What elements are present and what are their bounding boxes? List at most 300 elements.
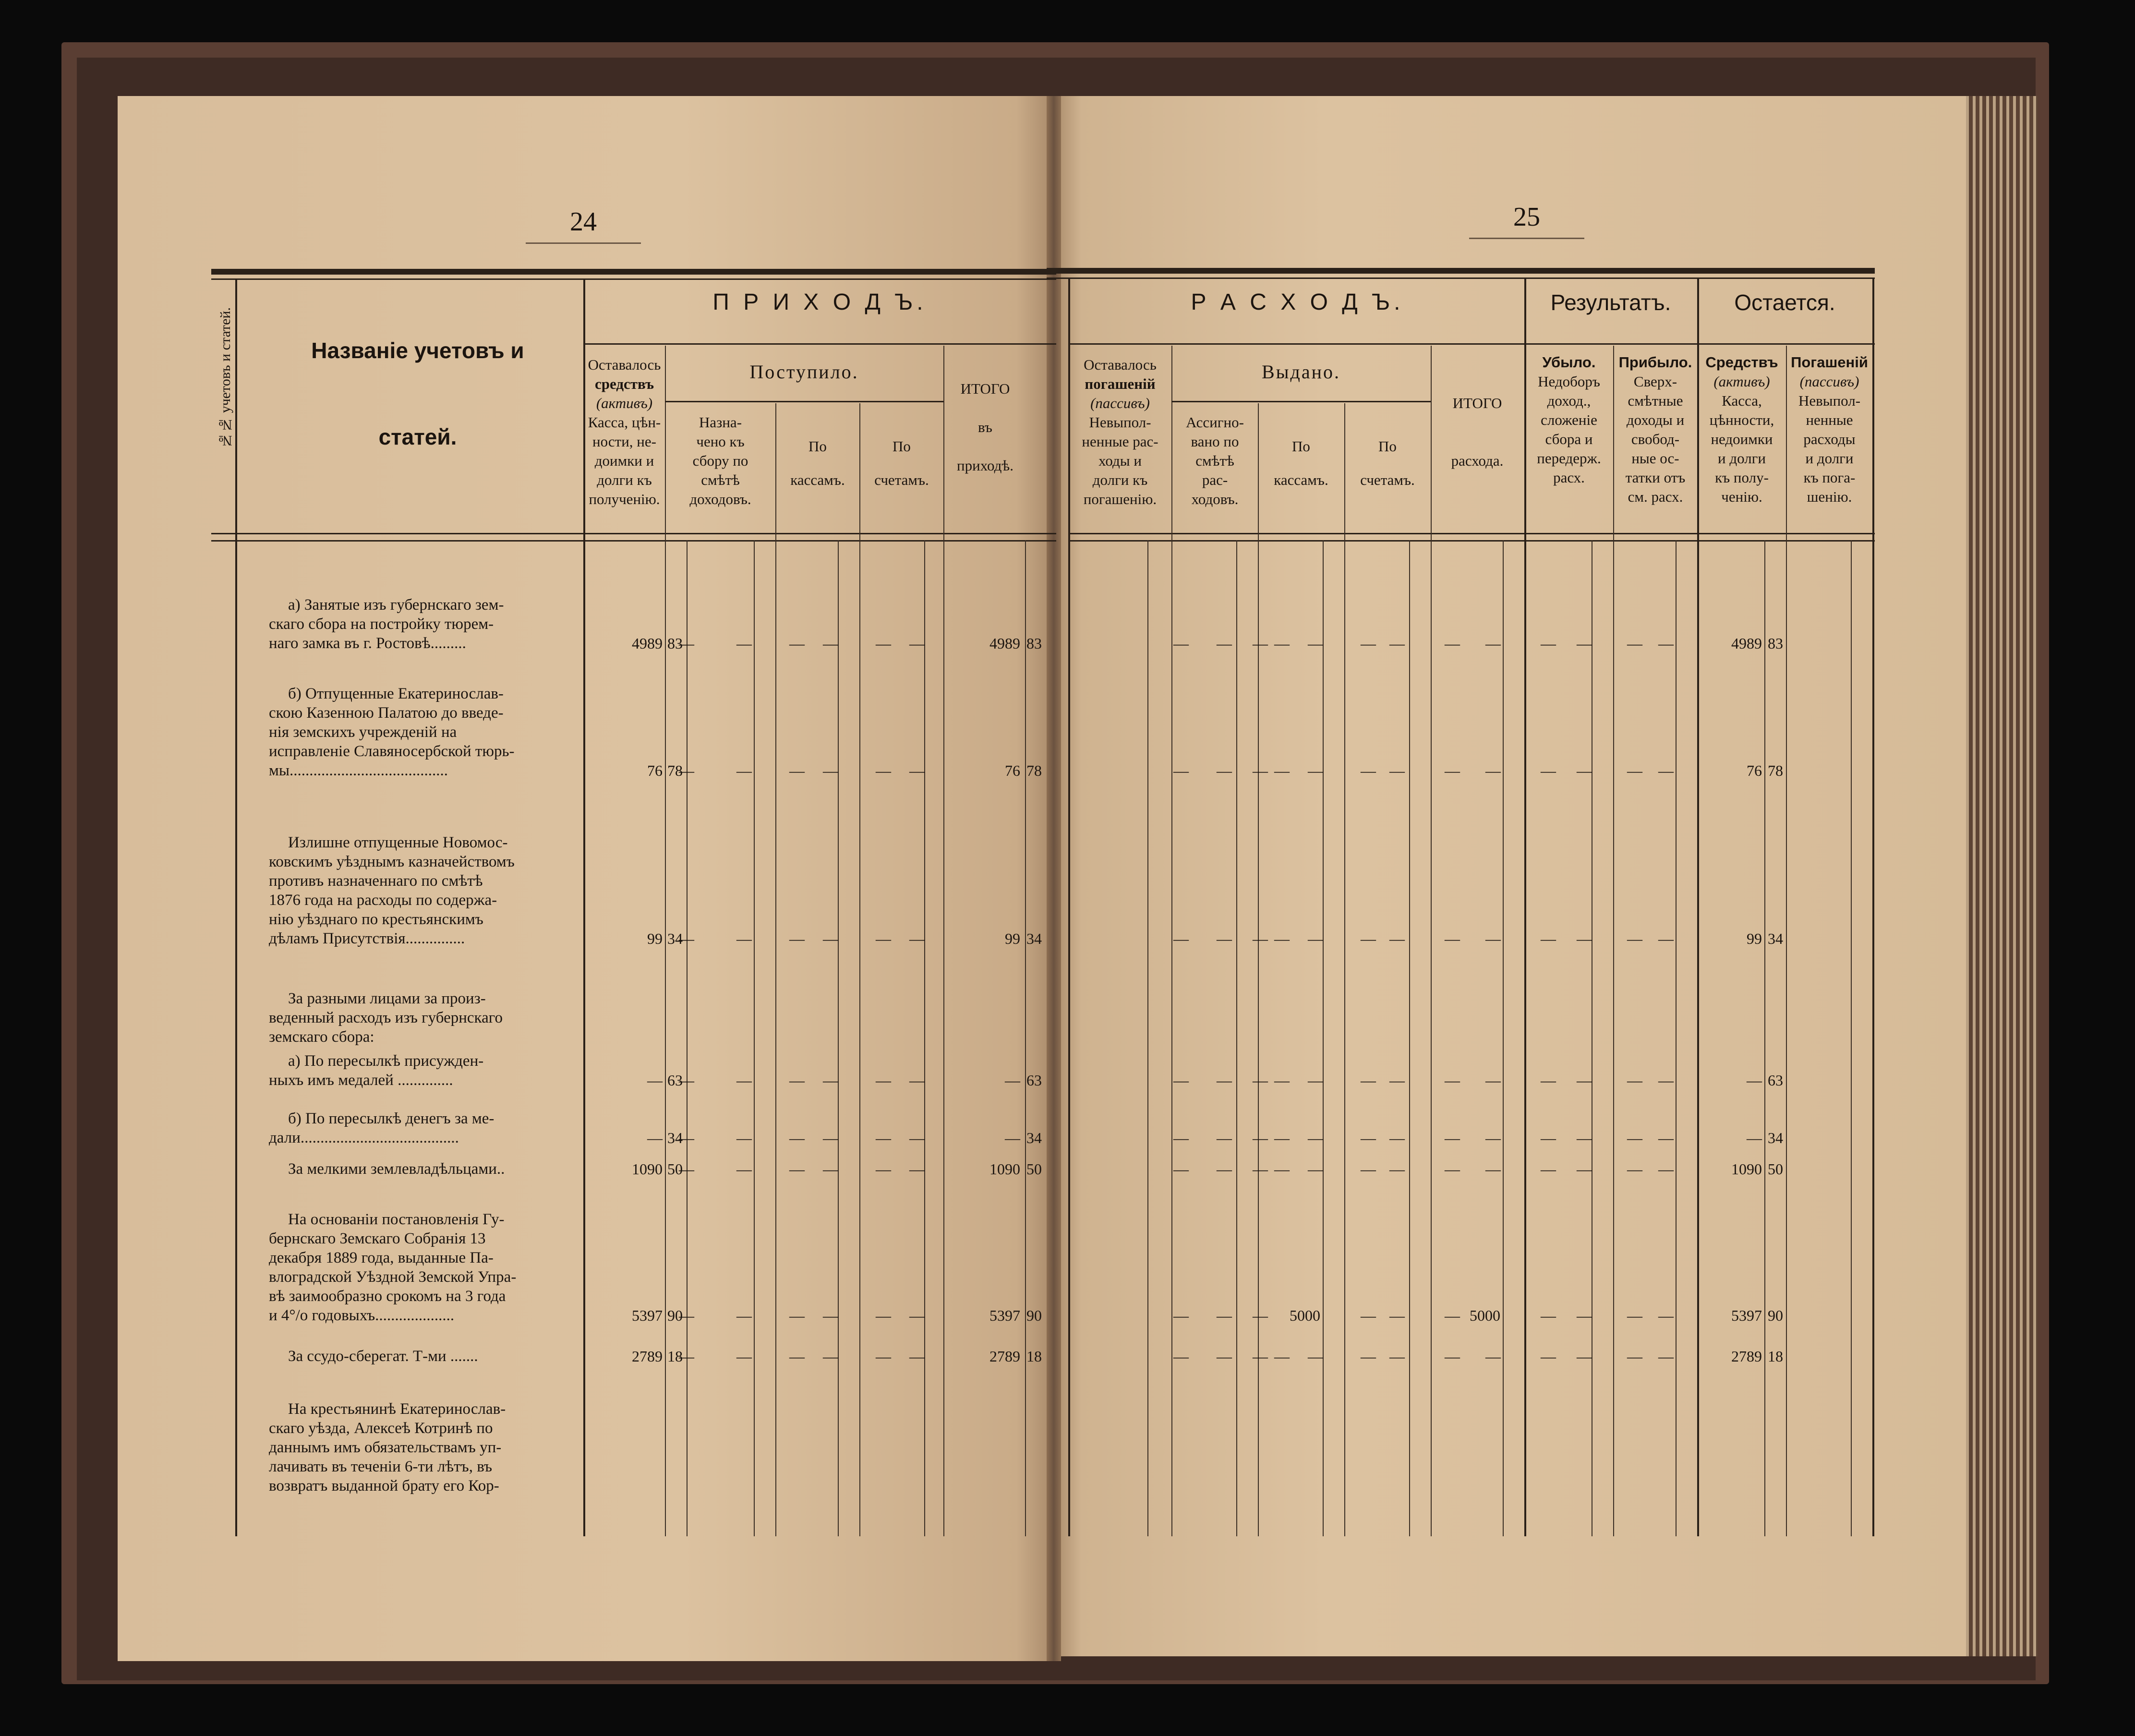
cell-dash: — [1253, 1072, 1268, 1089]
row-description-line: нія земскихъ учрежденій на [269, 723, 457, 741]
cell-dash: — [1541, 1160, 1556, 1178]
cell-dash: — [823, 1160, 838, 1178]
cell-itogo-cents: 83 [1026, 635, 1042, 652]
column-header-ostavalos-pogasheniy: Оставалось погашеній (пассивъ) Невыпол- ненные рас- ходы и долги къ погашенію. [1082, 356, 1158, 507]
cell-dash: — [789, 1348, 805, 1365]
cell-dash: — [1361, 930, 1376, 947]
row-description-line: влоградской Уѣздной Земской Упра- [269, 1268, 517, 1286]
row-description-line: нію уѣзднаго по крестьянскимъ [269, 911, 483, 928]
cell-sredstv-cents: 78 [1768, 762, 1783, 779]
cell-prikhod: 5397 [632, 1307, 663, 1324]
cell-dash: — [1217, 1072, 1232, 1089]
section-title-raskhod: Р А С Х О Д Ъ. [1191, 289, 1404, 315]
cell-dash: — [1445, 1160, 1460, 1178]
cell-dash: — [736, 930, 752, 947]
cell-dash: — [1627, 930, 1642, 947]
cell-dash: — [736, 635, 752, 652]
cell-itogo: 5397 [989, 1307, 1020, 1324]
cell-itogo-cents: 90 [1026, 1307, 1042, 1324]
cell-dash: — [736, 1307, 752, 1324]
cell-itogo: — [1005, 1129, 1020, 1146]
cell-dash: — [1577, 930, 1592, 947]
cell-dash: — [789, 1072, 805, 1089]
cell-prikhod-cents: 18 [667, 1348, 683, 1365]
row-description [269, 1210, 581, 1325]
cell-sredstv: — [1747, 1129, 1762, 1146]
cell-dash: — [1389, 1348, 1405, 1365]
cell-dash: — [679, 1072, 694, 1089]
row-description-line: лачивать въ теченіи 6-ти лѣтъ, въ [269, 1458, 493, 1475]
header-bottom-rule [211, 540, 1056, 542]
header-bottom-rule [1068, 533, 1875, 534]
cell-dash: — [736, 1129, 752, 1146]
cell-prikhod-cents: 50 [667, 1160, 683, 1178]
column-line [1147, 540, 1148, 1536]
cell-dash: — [679, 635, 694, 652]
cell-dash: — [1274, 635, 1290, 652]
column-line [1236, 540, 1237, 1536]
column-header-pribylo: Прибыло. Сверх- смѣтные доходы и свобод- ные ос- татки отъ см. расх. [1618, 354, 1692, 505]
column-line [665, 346, 666, 1536]
cell-itogo-cents: 50 [1026, 1160, 1042, 1178]
cell-dash: — [823, 635, 838, 652]
cell-dash: — [789, 1129, 805, 1146]
cell-dash: — [1485, 1348, 1501, 1365]
cell-prikhod-cents: 90 [667, 1307, 683, 1324]
row-description-line: исправленіе Славяносербской тюрь- [269, 743, 515, 760]
cell-dash: — [1253, 1307, 1268, 1324]
cell-vydano-kassam: 5000 [1290, 1307, 1320, 1324]
column-line [1851, 540, 1852, 1536]
column-line [924, 540, 925, 1536]
cell-dash: — [1274, 1160, 1290, 1178]
cell-dash: — [876, 1160, 891, 1178]
cell-dash: — [1658, 1307, 1674, 1324]
cell-dash: — [1577, 1129, 1592, 1146]
section-title-result: Результатъ. [1550, 290, 1671, 315]
column-line [235, 278, 237, 1536]
cell-dash: — [1308, 635, 1323, 652]
cell-dash: — [1577, 1348, 1592, 1365]
cell-prikhod: — [647, 1072, 663, 1089]
column-line [1025, 540, 1026, 1536]
cell-dash: — [1361, 762, 1376, 779]
column-line [1872, 278, 1874, 1536]
cell-dash: — [1253, 635, 1268, 652]
cell-dash: — [1217, 1160, 1232, 1178]
row-description-line: За мелкими землевладѣльцами.. [288, 1160, 505, 1178]
cell-dash: — [1274, 1072, 1290, 1089]
cell-prikhod: 1090 [632, 1160, 663, 1178]
cell-dash: — [1274, 762, 1290, 779]
cell-dash: — [876, 1307, 891, 1324]
column-header-po-kassam: По кассамъ. [1274, 438, 1328, 488]
cell-dash: — [736, 1072, 752, 1089]
cell-dash: — [823, 1307, 838, 1324]
cell-dash: — [1217, 1307, 1232, 1324]
cell-sredstv-cents: 63 [1768, 1072, 1783, 1089]
cell-itogo-cents: 63 [1026, 1072, 1042, 1089]
row-description-line: возвратъ выданной брату его Кор- [269, 1477, 499, 1495]
row-description-line: бернскаго Земскаго Собранія 13 [269, 1230, 486, 1247]
section-title-prikhod: П Р И Х О Д Ъ. [712, 289, 927, 315]
cell-dash: — [1577, 1307, 1592, 1324]
cell-dash: — [876, 930, 891, 947]
column-line [1431, 346, 1432, 1536]
row-description-line: а) Занятые изъ губернскаго зем- [288, 596, 504, 614]
cell-dash: — [1389, 930, 1405, 947]
row-description [269, 1159, 581, 1179]
column-header-itogo-raskhod: ИТОГО расхода. [1451, 395, 1504, 469]
column-line [859, 403, 860, 1536]
right-page [1054, 96, 1966, 1656]
column-group-vydano: Выдано. [1261, 361, 1341, 383]
header-rule [665, 401, 943, 402]
cell-dash: — [789, 930, 805, 947]
column-line [1676, 540, 1677, 1536]
cell-sredstv: 76 [1747, 762, 1762, 779]
column-line [754, 540, 755, 1536]
cell-dash: — [1253, 1160, 1268, 1178]
column-line [943, 346, 944, 1536]
cell-dash: — [909, 1072, 925, 1089]
cell-prikhod: 76 [647, 762, 663, 779]
cell-dash: — [1253, 762, 1268, 779]
row-description [269, 989, 581, 1047]
cell-dash: — [1541, 1129, 1556, 1146]
cell-dash: — [1658, 1348, 1674, 1365]
column-line [687, 540, 688, 1536]
column-line [775, 403, 776, 1536]
cell-dash: — [1485, 635, 1501, 652]
row-description [269, 1051, 581, 1090]
cell-dash: — [1627, 1307, 1642, 1324]
column-group-postupilo: Поступило. [749, 361, 859, 383]
cell-dash: — [1627, 1160, 1642, 1178]
row-description [269, 595, 581, 653]
column-header-pogasheniy: Погашеній (пассивъ) Невыпол- ненные расходы и долги къ пога- шенію. [1791, 354, 1868, 505]
cell-dash: — [1361, 1160, 1376, 1178]
cell-dash: — [679, 1307, 694, 1324]
row-description-line: даннымъ имъ обязательствамъ уп- [269, 1439, 502, 1456]
cell-dash: — [1274, 1129, 1290, 1146]
row-description [269, 1399, 581, 1495]
cell-itogo-cents: 34 [1026, 930, 1042, 947]
cell-dash: — [1361, 635, 1376, 652]
cell-dash: — [679, 762, 694, 779]
column-header-assignovano: Ассигно- вано по смѣтѣ рас- ходовъ. [1186, 414, 1244, 507]
column-header-number: №№ учетовъ и статей. [217, 307, 233, 448]
column-line [1258, 403, 1259, 1536]
cell-dash: — [1445, 1307, 1460, 1324]
page-number-underline [1469, 238, 1584, 239]
column-header-po-schetam: По счетамъ. [874, 438, 929, 488]
column-header-sredstv: Средствъ (активъ) Касса, цѣнности, недоимки и долги къ полу- ченію. [1705, 354, 1778, 505]
cell-dash: — [1658, 1072, 1674, 1089]
column-header-po-schetam: По счетамъ. [1360, 438, 1415, 488]
row-description-line: б) По пересылкѣ денегъ за ме- [288, 1110, 495, 1127]
cell-dash: — [876, 635, 891, 652]
cell-dash: — [789, 635, 805, 652]
cell-dash: — [1445, 762, 1460, 779]
top-rule [1047, 268, 1875, 274]
cell-dash: — [1445, 1348, 1460, 1365]
column-line [1409, 540, 1410, 1536]
cell-prikhod: 4989 [632, 635, 663, 652]
page-number-underline [526, 242, 641, 244]
cell-dash: — [1173, 1129, 1189, 1146]
cell-sredstv: 99 [1747, 930, 1762, 947]
cell-itogo-cents: 18 [1026, 1348, 1042, 1365]
header-rule [1171, 401, 1431, 402]
row-description-line: скаго сбора на постройку тюрем- [269, 615, 494, 633]
row-description-line: Излишне отпущенные Новомос- [288, 834, 508, 851]
cell-dash: — [1361, 1348, 1376, 1365]
cell-dash: — [823, 1129, 838, 1146]
top-rule [211, 269, 1056, 275]
cell-dash: — [1389, 1160, 1405, 1178]
cell-dash: — [1308, 1072, 1323, 1089]
row-description-line: веденный расходъ изъ губернскаго [269, 1009, 503, 1026]
cell-dash: — [1389, 762, 1405, 779]
cell-dash: — [909, 1129, 925, 1146]
row-description [269, 684, 581, 780]
cell-dash: — [909, 930, 925, 947]
cell-dash: — [679, 930, 694, 947]
cell-dash: — [1308, 762, 1323, 779]
cell-dash: — [1173, 1348, 1189, 1365]
column-line [838, 540, 839, 1536]
row-description-line: ковскимъ уѣзднымъ казначействомъ [269, 853, 515, 870]
cell-sredstv-cents: 18 [1768, 1348, 1783, 1365]
column-header-naznacheno: Назна- чено къ сбору по смѣтѣ доходовъ. [689, 414, 751, 507]
cell-prikhod: 99 [647, 930, 663, 947]
cell-dash: — [1173, 762, 1189, 779]
cell-dash: — [1541, 1307, 1556, 1324]
page-number-left: 24 [570, 207, 597, 237]
cell-dash: — [876, 762, 891, 779]
row-description-line: дѣламъ Присутствія............... [269, 930, 465, 947]
cell-dash: — [1308, 1129, 1323, 1146]
cell-dash: — [909, 635, 925, 652]
cell-dash: — [1627, 1072, 1642, 1089]
row-description-line: За ссудо-сберегат. Т-ми ....... [288, 1348, 478, 1365]
cell-dash: — [1658, 762, 1674, 779]
top-rule-thin [1047, 277, 1875, 279]
row-description-line: а) По пересылкѣ присужден- [288, 1052, 484, 1070]
page-number-right: 25 [1513, 202, 1540, 232]
row-description [269, 1109, 581, 1147]
cell-dash: — [1577, 1072, 1592, 1089]
row-description-line: наго замка въ г. Ростовѣ......... [269, 635, 466, 652]
book-gutter [1047, 96, 1061, 1661]
cell-dash: — [1577, 635, 1592, 652]
cell-dash: — [1627, 1348, 1642, 1365]
cell-prikhod: — [647, 1129, 663, 1146]
row-description-line: противъ назначеннаго по смѣтѣ [269, 872, 483, 890]
cell-dash: — [876, 1129, 891, 1146]
row-description-line: 1876 года на расходы по содержа- [269, 892, 497, 909]
cell-dash: — [1389, 1129, 1405, 1146]
cell-dash: — [1658, 1129, 1674, 1146]
column-line [1764, 540, 1765, 1536]
cell-dash: — [1308, 930, 1323, 947]
cell-dash: — [1541, 930, 1556, 947]
cell-dash: — [909, 1307, 925, 1324]
cell-dash: — [1173, 1072, 1189, 1089]
cell-dash: — [736, 762, 752, 779]
cell-dash: — [909, 1160, 925, 1178]
row-description [269, 1347, 581, 1366]
cell-dash: — [1361, 1072, 1376, 1089]
cell-dash: — [1253, 1129, 1268, 1146]
cell-dash: — [1389, 1072, 1405, 1089]
cell-dash: — [1541, 635, 1556, 652]
cell-dash: — [1389, 635, 1405, 652]
header-rule [583, 343, 1056, 345]
cell-itogo: 4989 [989, 635, 1020, 652]
cell-dash: — [1485, 1129, 1501, 1146]
cell-itogo-cents: 78 [1026, 762, 1042, 779]
row-description-line: земскаго сбора: [269, 1028, 374, 1046]
cell-sredstv-cents: 34 [1768, 1129, 1783, 1146]
header-bottom-rule [1068, 540, 1875, 542]
cell-dash: — [736, 1348, 752, 1365]
cell-dash: — [1217, 930, 1232, 947]
cell-dash: — [1389, 1307, 1405, 1324]
cell-dash: — [679, 1129, 694, 1146]
cell-dash: — [1361, 1129, 1376, 1146]
cell-dash: — [1658, 1160, 1674, 1178]
cell-dash: — [909, 762, 925, 779]
row-description-line: На основаніи постановленія Гу- [288, 1211, 505, 1228]
cell-prikhod-cents: 34 [667, 930, 683, 947]
row-description-line: скаго уѣзда, Алексеѣ Котринѣ по [269, 1420, 493, 1437]
row-description-line: декабря 1889 года, выданные Па- [269, 1249, 494, 1266]
cell-dash: — [789, 1307, 805, 1324]
row-description-line: На крестьянинѣ Екатеринослав- [288, 1400, 506, 1418]
cell-dash: — [1627, 762, 1642, 779]
cell-itogo: 2789 [989, 1348, 1020, 1365]
page-edges [1966, 96, 2038, 1656]
row-description-line: и 4°/о годовыхъ.................... [269, 1307, 455, 1324]
header-bottom-rule [211, 533, 1056, 534]
cell-sredstv-cents: 34 [1768, 930, 1783, 947]
cell-dash: — [1445, 930, 1460, 947]
cell-prikhod-cents: 34 [667, 1129, 683, 1146]
cell-sredstv: 2789 [1731, 1348, 1762, 1365]
cell-sredstv-cents: 90 [1768, 1307, 1783, 1324]
column-header-po-kassam: По кассамъ. [790, 438, 845, 488]
cell-itogo: 1090 [989, 1160, 1020, 1178]
cell-sredstv: — [1747, 1072, 1762, 1089]
column-line [1613, 346, 1614, 1536]
cell-dash: — [1541, 762, 1556, 779]
cell-itogo: 99 [1005, 930, 1020, 947]
cell-dash: — [679, 1348, 694, 1365]
cell-dash: — [1658, 635, 1674, 652]
cell-itogo-cents: 34 [1026, 1129, 1042, 1146]
column-line [1503, 540, 1504, 1536]
cell-dash: — [1217, 762, 1232, 779]
cell-dash: — [1217, 1348, 1232, 1365]
row-description-line: мы........................................ [269, 762, 448, 779]
row-description-line: За разными лицами за произ- [288, 990, 486, 1007]
cell-dash: — [823, 762, 838, 779]
cell-dash: — [1485, 1072, 1501, 1089]
cell-itogo: 76 [1005, 762, 1020, 779]
cell-dash: — [876, 1348, 891, 1365]
cell-dash: — [1253, 1348, 1268, 1365]
cell-sredstv: 4989 [1731, 635, 1762, 652]
row-description-line: б) Отпущенные Екатеринослав- [288, 685, 504, 702]
cell-dash: — [823, 930, 838, 947]
column-header-itogo-prikhod: ИТОГО въ приходѣ. [957, 380, 1013, 474]
cell-prikhod-cents: 83 [667, 635, 683, 652]
cell-dash: — [1173, 635, 1189, 652]
cell-dash: — [1361, 1307, 1376, 1324]
cell-prikhod: 2789 [632, 1348, 663, 1365]
row-description-line: скою Казенною Палатою до введе- [269, 704, 504, 722]
cell-dash: — [789, 1160, 805, 1178]
left-page [118, 96, 1054, 1661]
cell-dash: — [823, 1348, 838, 1365]
cell-dash: — [1627, 1129, 1642, 1146]
cell-dash: — [1577, 1160, 1592, 1178]
cell-dash: — [909, 1348, 925, 1365]
cell-dash: — [1445, 1129, 1460, 1146]
row-description-line: вѣ заимообразно срокомъ на 3 года [269, 1288, 506, 1305]
column-header-ubylo: Убыло. Недоборъ доход., сложеніе сбора и передерж. расх. [1537, 354, 1601, 486]
column-line [1323, 540, 1324, 1536]
cell-dash: — [1577, 762, 1592, 779]
cell-dash: — [1485, 1160, 1501, 1178]
cell-prikhod-cents: 78 [667, 762, 683, 779]
cell-dash: — [1627, 635, 1642, 652]
cell-dash: — [1253, 930, 1268, 947]
cell-dash: — [1445, 1072, 1460, 1089]
cell-dash: — [1541, 1072, 1556, 1089]
column-header-ostavalos-sredstv: Оставалось средствъ (активъ) Касса, цѣн- ности, не- доимки и долги къ полученію. [588, 356, 661, 507]
cell-dash: — [876, 1072, 891, 1089]
cell-dash: — [1658, 930, 1674, 947]
top-rule-thin [211, 278, 1056, 280]
cell-dash: — [679, 1160, 694, 1178]
cell-dash: — [1217, 635, 1232, 652]
cell-dash: — [789, 762, 805, 779]
cell-dash: — [1485, 930, 1501, 947]
cell-itogo-raskhod: 5000 [1470, 1307, 1500, 1324]
cell-sredstv-cents: 83 [1768, 635, 1783, 652]
column-header-name: Названіе учетовъ и статей. [311, 338, 524, 449]
cell-dash: — [1173, 930, 1189, 947]
cell-dash: — [1217, 1129, 1232, 1146]
section-title-ostaetsya: Остается. [1734, 290, 1835, 315]
cell-dash: — [1541, 1348, 1556, 1365]
cell-sredstv: 5397 [1731, 1307, 1762, 1324]
cell-prikhod-cents: 63 [667, 1072, 683, 1089]
cell-sredstv-cents: 50 [1768, 1160, 1783, 1178]
cell-sredstv: 1090 [1731, 1160, 1762, 1178]
header-rule [1068, 343, 1875, 345]
row-description-line: ныхъ имъ медалей .............. [269, 1072, 453, 1089]
column-line [1344, 403, 1345, 1536]
cell-dash: — [1308, 1160, 1323, 1178]
row-description-line: дали........................................ [269, 1129, 459, 1146]
cell-dash: — [1274, 1348, 1290, 1365]
row-description [269, 833, 581, 948]
cell-dash: — [1308, 1348, 1323, 1365]
